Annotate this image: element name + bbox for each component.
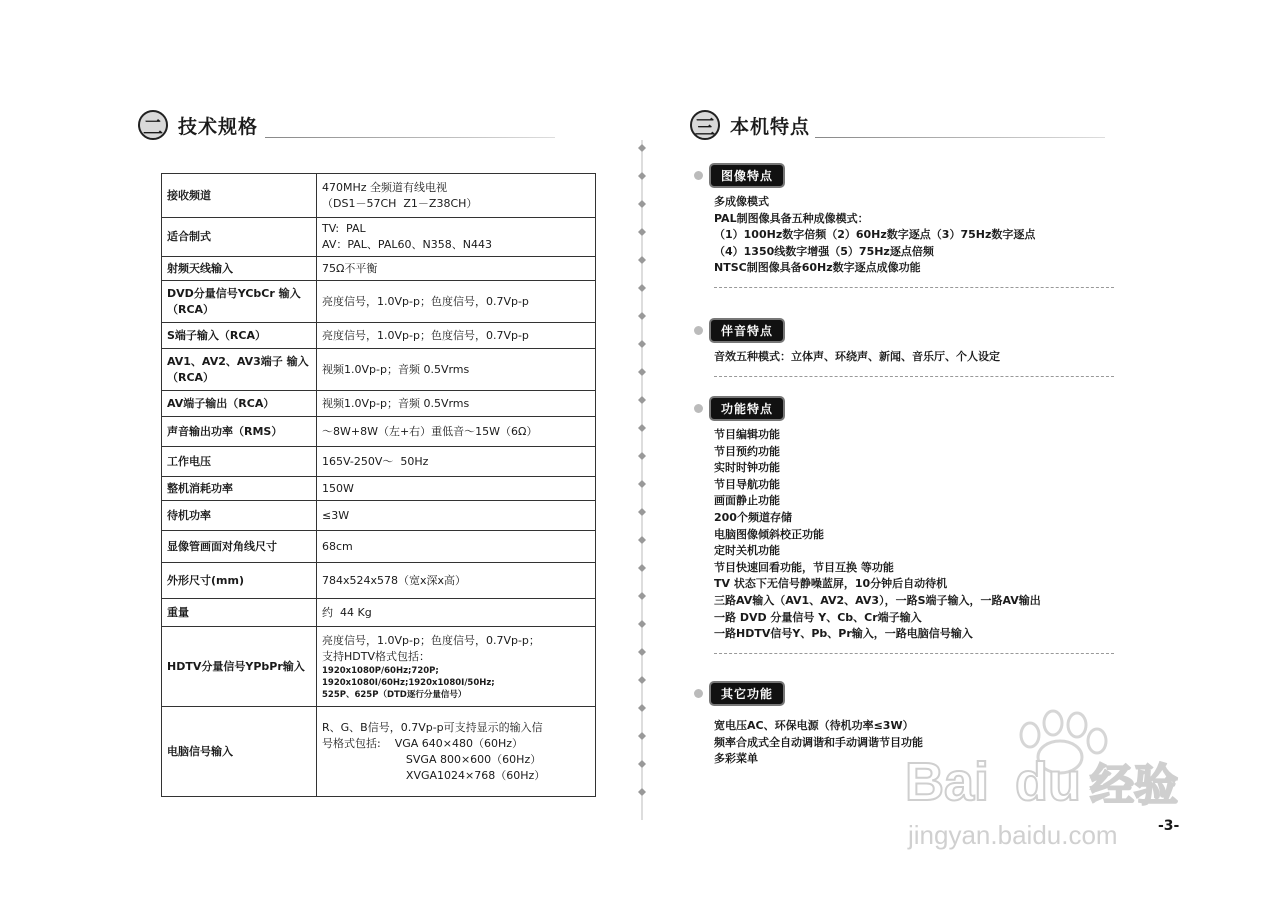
spec-label: 射频天线输入 [162, 257, 317, 281]
feature-line: 音效五种模式：立体声、环绕声、新闻、音乐厅、个人设定 [714, 350, 1000, 363]
spec-value [317, 501, 596, 531]
page-number: -3- [1158, 818, 1180, 834]
spec-value [317, 417, 596, 447]
spec-label: 电脑信号输入 [162, 707, 317, 797]
feature-line: NTSC制图像具备60Hz数字逐点成像功能 [714, 261, 921, 275]
spec-value-line: 支持HDTV格式包括： [322, 649, 430, 663]
divider-diamond [638, 284, 646, 292]
spec-value-line: TV: PAL [322, 222, 366, 235]
feature-badge: 伴音特点 [709, 318, 785, 343]
spec-row [162, 599, 596, 627]
divider-diamond [638, 172, 646, 180]
spec-row [162, 323, 596, 349]
bullet-dot [694, 404, 703, 413]
spec-label: 显像管画面对角线尺寸 [162, 531, 317, 563]
divider-diamond [638, 200, 646, 208]
section-heading-specs [138, 110, 258, 140]
spec-value [317, 391, 596, 417]
section-heading-features [690, 110, 810, 140]
feature-group-functions [694, 396, 1124, 654]
feature-lines [714, 194, 1124, 277]
divider-diamond [638, 452, 646, 460]
spec-row [162, 447, 596, 477]
spec-value [317, 707, 596, 797]
section-number-badge: 二 [138, 110, 168, 140]
feature-group-sound [694, 318, 1124, 377]
spec-row [162, 501, 596, 531]
feature-line: 三路AV输入（AV1、AV2、AV3），一路S端子输入，一路AV输出 [714, 593, 1041, 607]
feature-line: 节目导航功能 [714, 477, 780, 491]
feature-badge: 功能特点 [709, 396, 785, 421]
dashed-separator [714, 376, 1114, 377]
divider-diamond [638, 564, 646, 572]
spec-row [162, 417, 596, 447]
feature-line: 实时时钟功能 [714, 461, 780, 475]
divider-diamond [638, 760, 646, 768]
divider-diamond [638, 676, 646, 684]
spec-value-line: 784x524x578（宽x深x高） [322, 573, 467, 587]
divider-diamond [638, 368, 646, 376]
spec-value-line: XVGA1024×768（60Hz） [322, 768, 546, 782]
spec-row [162, 391, 596, 417]
spec-value [317, 257, 596, 281]
spec-row [162, 563, 596, 599]
spec-value-line: R、G、B信号，0.7Vp-p可支持显示的输入信 [322, 720, 543, 734]
feature-line: 节目预约功能 [714, 444, 780, 458]
spec-value-line: 视频1.0Vp-p；音频 0.5Vrms [322, 362, 470, 376]
feature-line: 宽电压AC、环保电源（待机功率≤3W） [714, 719, 914, 732]
spec-value-small-line: 1920x1080P/60Hz;720P; [322, 665, 439, 676]
section-title: 本机特点 [730, 115, 811, 138]
spec-label: HDTV分量信号YPbPr输入 [162, 627, 317, 707]
spec-label: DVD分量信号YCbCr 输入（RCA） [162, 281, 317, 323]
spec-value-line: 号格式包括: VGA 640×480（60Hz） [322, 736, 524, 750]
feature-line: （1）100Hz数字倍频（2）60Hz数字逐点（3）75Hz数字逐点 [714, 228, 1036, 242]
spec-value-line: 亮度信号，1.0Vp-p；色度信号，0.7Vp-p [322, 294, 529, 308]
spec-value-line: 亮度信号，1.0Vp-p；色度信号，0.7Vp-p [322, 328, 529, 342]
divider-diamond [638, 340, 646, 348]
spec-value [317, 599, 596, 627]
spec-value-line: ≤3W [322, 508, 350, 522]
spec-value [317, 447, 596, 477]
divider-diamond [638, 704, 646, 712]
divider-diamond [638, 480, 646, 488]
spec-value-line: （DS1－57CH Z1－Z38CH） [322, 196, 478, 210]
spec-value-line: 470MHz 全频道有线电视 [322, 180, 448, 194]
spec-row [162, 174, 596, 218]
divider-diamond [638, 144, 646, 152]
feature-lines [714, 427, 1124, 643]
spec-row [162, 531, 596, 563]
spec-value-line: 150W [322, 481, 354, 495]
feature-line: 一路 DVD 分量信号 Y、Cb、Cr端子输入 [714, 610, 922, 624]
spec-value-line: 68cm [322, 539, 353, 553]
spec-label: S端子输入（RCA） [162, 323, 317, 349]
spec-row [162, 477, 596, 501]
spec-value-line: 视频1.0Vp-p；音频 0.5Vrms [322, 396, 470, 410]
heading-rule [265, 137, 555, 138]
spec-row [162, 349, 596, 391]
spec-row [162, 218, 596, 257]
spec-value-line: 165V-250V～ 50Hz [322, 454, 429, 468]
spec-value-line: AV：PAL、PAL60、N358、N443 [322, 238, 492, 251]
divider-diamond [638, 508, 646, 516]
spec-value-line: ～8W+8W（左+右）重低音～15W（6Ω） [322, 424, 538, 438]
feature-line: 节目编辑功能 [714, 428, 780, 441]
spec-row [162, 281, 596, 323]
divider-diamond [638, 788, 646, 796]
divider-diamond [638, 256, 646, 264]
spec-label: 声音输出功率（RMS） [162, 417, 317, 447]
feature-line: 频率合成式全自动调谐和手动调谐节目功能 [714, 735, 923, 749]
divider-diamond [638, 396, 646, 404]
spec-label: 待机功率 [162, 501, 317, 531]
feature-line: 多成像模式 [714, 195, 769, 208]
svg-text:Bai: Bai [905, 752, 990, 812]
spec-value [317, 174, 596, 218]
spec-label: 工作电压 [162, 447, 317, 477]
divider-diamond [638, 536, 646, 544]
spec-value [317, 563, 596, 599]
heading-rule [815, 137, 1105, 138]
dashed-separator [714, 287, 1114, 288]
feature-group-image [694, 163, 1124, 288]
spec-value-line: 约 44 Kg [322, 605, 372, 619]
feature-badge: 图像特点 [709, 163, 785, 188]
feature-badge: 其它功能 [709, 681, 785, 706]
section-number-badge: 三 [690, 110, 720, 140]
spec-value-small-line: 1920x1080I/60Hz;1920x1080I/50Hz; [322, 677, 495, 688]
feature-line: 画面静止功能 [714, 494, 780, 508]
spec-row [162, 627, 596, 707]
spec-value [317, 218, 596, 257]
spec-label: 重量 [162, 599, 317, 627]
spec-value-line: 75Ω不平衡 [322, 261, 378, 275]
feature-line: TV 状态下无信号静噪蓝屏，10分钟后自动待机 [714, 577, 948, 591]
divider-diamond [638, 620, 646, 628]
feature-line: 多彩菜单 [714, 752, 758, 766]
divider-diamond [638, 312, 646, 320]
feature-line: 一路HDTV信号Y、Pb、Pr输入，一路电脑信号输入 [714, 627, 973, 641]
feature-lines [714, 349, 1124, 366]
feature-line: 定时关机功能 [714, 544, 780, 558]
spec-value [317, 349, 596, 391]
svg-text:经验: 经验 [1090, 760, 1178, 811]
spec-label: 接收频道 [162, 174, 317, 218]
spec-value [317, 281, 596, 323]
spec-row [162, 707, 596, 797]
spec-value [317, 531, 596, 563]
page-fold-divider [636, 140, 648, 820]
divider-diamond [638, 228, 646, 236]
bullet-dot [694, 326, 703, 335]
divider-diamond [638, 592, 646, 600]
bullet-dot [694, 171, 703, 180]
spec-row [162, 257, 596, 281]
spec-label: 外形尺寸(mm) [162, 563, 317, 599]
spec-label: 适合制式 [162, 218, 317, 257]
feature-line: 节目快速回看功能，节目互换 等功能 [714, 560, 894, 574]
watermark-url: jingyan.baidu.com [908, 820, 1118, 850]
spec-label: 整机消耗功率 [162, 477, 317, 501]
bullet-dot [694, 689, 703, 698]
divider-diamond [638, 732, 646, 740]
feature-line: PAL制图像具备五种成像模式： [714, 211, 869, 225]
spec-table [161, 173, 596, 797]
spec-value-line: 亮度信号，1.0Vp-p；色度信号，0.7Vp-p； [322, 633, 540, 647]
spec-label: AV1、AV2、AV3端子 输入（RCA） [162, 349, 317, 391]
dashed-separator [714, 653, 1114, 654]
feature-line: （4）1350线数字增强（5）75Hz逐点倍频 [714, 244, 934, 258]
spec-label: AV端子输出（RCA） [162, 391, 317, 417]
feature-line: 电脑图像倾斜校正功能 [714, 527, 824, 541]
section-title: 技术规格 [178, 115, 259, 138]
divider-diamond [638, 648, 646, 656]
spec-value [317, 323, 596, 349]
spec-value-line: SVGA 800×600（60Hz） [322, 752, 542, 766]
divider-diamond [638, 424, 646, 432]
svg-text:du: du [1015, 752, 1081, 812]
spec-value [317, 627, 596, 707]
spec-value [317, 477, 596, 501]
spec-value-small-line: 525P、625P（DTD逐行分量信号） [322, 689, 467, 700]
feature-line: 200个频道存储 [714, 510, 792, 524]
